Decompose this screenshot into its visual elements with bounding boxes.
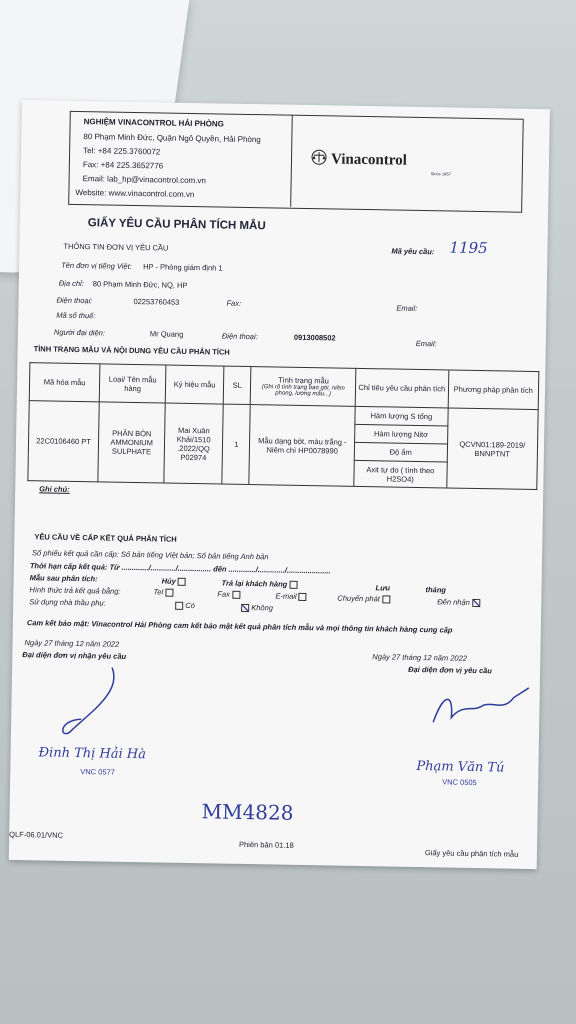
- th-criteria: Chỉ tiêu yêu cầu phân tích: [355, 368, 448, 408]
- result-deadline: Thời hạn cấp kết quả: Từ ............./............/................ đến ............./............./.....................: [29, 561, 331, 576]
- scales-logo-icon: [311, 149, 327, 165]
- opt-post: [337, 594, 390, 604]
- right-signer-name: Phạm Văn Tú: [416, 758, 505, 776]
- rep-label: Người đại diện:: [53, 327, 106, 338]
- opt-no: [239, 603, 273, 613]
- left-signer-code: VNC 0577: [80, 767, 115, 777]
- opt-return-label: Trả lại khách hàng: [221, 578, 288, 589]
- lab-website: Website: www.vinacontrol.com.vn: [75, 187, 195, 200]
- opt-fax: [217, 589, 240, 598]
- phone-label: Điện thoại:: [56, 295, 93, 306]
- commitment: Cam kết bảo mật: Vinacontrol Hải Phòng cam kết bảo mật kết quả phân tích mẫu và mọi thông tin khách hàng cung cấp: [26, 618, 453, 635]
- opt-month: tháng: [425, 585, 447, 595]
- left-signature-icon: [51, 661, 133, 752]
- sub-label: Sử dụng nhà thầu phụ:: [29, 597, 106, 608]
- opt-post-label: Chuyển phát: [337, 593, 380, 604]
- footer-form-code: QLF-06.01/VNC: [9, 829, 64, 840]
- logo-since: Since 1957: [430, 171, 451, 177]
- lab-email: Email: lab_hp@vinacontrol.com.vn: [82, 174, 206, 186]
- footer-doc-name: Giấy yêu cầu phân tích mẫu: [424, 848, 519, 859]
- opt-return: [222, 579, 298, 589]
- footer-version: Phiên bản 01.18: [238, 839, 294, 850]
- tax-label: Mã số thuế:: [56, 310, 96, 321]
- th-type: Loại/ Tên mẫu hàng: [99, 364, 166, 403]
- no-checkbox[interactable]: [241, 604, 249, 612]
- cell-criteria-1: Hàm lượng S tổng: [355, 406, 448, 426]
- email-checkbox[interactable]: [299, 593, 307, 601]
- form-title: GIẤY YÊU CẦU PHÂN TÍCH MẪU: [87, 217, 266, 233]
- code-value: 1195: [449, 238, 488, 258]
- right-signer-code: VNC 0505: [442, 777, 477, 788]
- rep-value: Mr Quang: [149, 329, 184, 339]
- right-role: Đại diện đơn vị yêu cầu: [408, 664, 493, 676]
- pickup-checkbox[interactable]: [472, 599, 480, 607]
- left-date: Ngày 27 tháng 12 năm 2022: [24, 638, 120, 649]
- rep-email-label: Email:: [415, 338, 437, 349]
- name-value: HP - Phòng giám định 1: [143, 262, 223, 273]
- th-sign: Ký hiệu mẫu: [165, 365, 224, 404]
- left-role: Đại diện đơn vị nhận yêu cầu: [22, 650, 127, 661]
- after-label: Mẫu sau phân tích:: [29, 573, 98, 584]
- left-signer-name: Đinh Thị Hải Hà: [38, 745, 147, 763]
- section-requester: THÔNG TIN ĐƠN VỊ YÊU CẦU: [63, 241, 169, 253]
- opt-yes-label: Có: [185, 600, 195, 611]
- name-label: Tên đơn vị tiếng Việt:: [61, 260, 132, 271]
- phone-value: 02253760453: [133, 296, 180, 307]
- cancel-checkbox[interactable]: [178, 578, 186, 586]
- section-samples: TÌNH TRẠNG MẪU VÀ NỘI DUNG YÊU CẦU PHÂN TÍCH: [33, 344, 230, 357]
- cell-method: QCVN01:189-2019/ BNNPTNT: [446, 408, 538, 490]
- form-label: Hình thức trả kết quả bằng:: [29, 585, 121, 596]
- post-checkbox[interactable]: [382, 595, 390, 603]
- code-label: Mã yêu cầu:: [391, 246, 435, 257]
- cell-criteria-2: Hàm lượng Nitơ: [355, 424, 448, 444]
- cell-criteria-3: Độ ẩm: [354, 442, 447, 462]
- opt-pickup: [437, 597, 480, 607]
- cell-sign: Mai Xuân Khải/1510 .2022/QQ P02974: [164, 403, 223, 484]
- th-method: Phương pháp phân tích: [448, 370, 539, 410]
- address-value: 80 Phạm Minh Đức, NQ, HP: [92, 279, 188, 290]
- fax-label: Fax:: [226, 298, 242, 308]
- result-copies: Số phiếu kết quả cần cấp: Số bản tiếng Việt bản; Số bản tiếng Anh bản: [32, 548, 269, 562]
- fax-checkbox[interactable]: [232, 591, 240, 599]
- document-page: [9, 100, 550, 869]
- return-checkbox[interactable]: [289, 581, 297, 589]
- tel-checkbox[interactable]: [165, 589, 173, 597]
- yes-checkbox[interactable]: [175, 602, 183, 610]
- opt-cancel: [162, 577, 186, 586]
- email-label: Email:: [396, 303, 418, 313]
- rep-phone-label: Điện thoại:: [221, 331, 258, 342]
- opt-tel: [153, 587, 173, 596]
- lab-name: NGHIỆM VINACONTROL HẢI PHÒNG: [83, 117, 225, 129]
- cell-type: PHÂN BÓN AMMONIUM SULPHATE: [98, 402, 165, 483]
- cell-criteria-4: Axit tự do ( tính theo H2SO4): [354, 460, 447, 488]
- th-state-title: Tình trạng mẫu: [277, 375, 329, 386]
- opt-email: [275, 591, 306, 601]
- lab-fax: Fax: +84 225.3652776: [82, 160, 164, 171]
- sample-table: [27, 362, 539, 490]
- opt-yes: [173, 601, 195, 610]
- cell-state: Mẫu dạng bột, màu trắng - Niêm chì HP0078990: [249, 405, 355, 487]
- th-code: Mã hóa mẫu: [29, 363, 100, 402]
- th-qty: SL: [223, 366, 251, 404]
- opt-pickup-label: Đến nhận: [437, 597, 470, 607]
- lab-address: 80 Phạm Minh Đức, Quận Ngô Quyền, Hải Phòng: [83, 132, 261, 145]
- vinacontrol-logo: Vinacontrol: [330, 151, 407, 169]
- right-date: Ngày 27 tháng 12 năm 2022: [372, 652, 468, 663]
- th-state: [251, 367, 356, 407]
- opt-fax-label: Fax: [217, 589, 231, 599]
- opt-email-label: E-mail: [275, 591, 297, 601]
- lab-tel: Tel: +84 225.3760072: [83, 146, 161, 157]
- rep-phone-value: 0913008502: [293, 332, 336, 343]
- cell-qty: 1: [222, 404, 251, 484]
- opt-tel-label: Tel: [153, 587, 164, 597]
- th-state-note: (Ghi rõ tình trạng bao gói, niêm phong, lượng mẫu...): [261, 384, 345, 398]
- opt-cancel-label: Hủy: [161, 576, 176, 586]
- notes-label: Ghi chú:: [39, 484, 70, 494]
- result-title: YÊU CẦU VỀ CẤP KẾT QUẢ PHÂN TÍCH: [34, 532, 177, 544]
- cell-code: 22C0106460 PT: [28, 401, 99, 482]
- opt-no-label: Không: [251, 603, 274, 613]
- right-signature-icon: [423, 682, 534, 734]
- address-label: Địa chỉ:: [58, 278, 84, 289]
- opt-keep: Lưu: [375, 583, 391, 593]
- handwritten-code: MM4828: [201, 799, 294, 825]
